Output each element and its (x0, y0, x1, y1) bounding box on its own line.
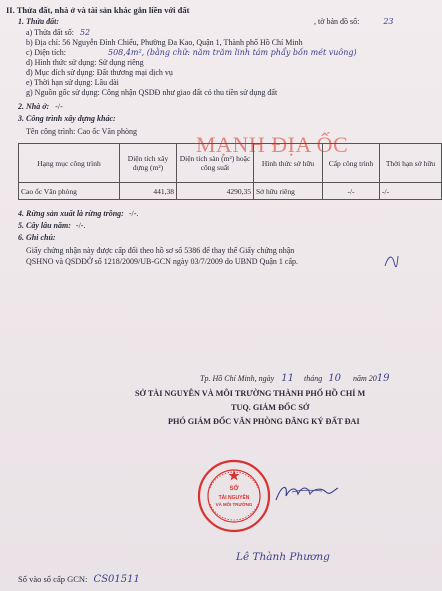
address-line: b) Địa chỉ: 56 Nguyễn Đình Chiểu, Phường Đa Kao, Quận 1, Thành phố Hồ Chí Minh (26, 38, 303, 47)
seal-text-line3: VÀ MÔI TRƯỜNG (215, 502, 253, 507)
note-line-2: QSHNO và QSDĐỞ số 1218/2009/UB-GCN ngày 03/7/2009 do UBND Quận 1 cấp. (26, 257, 298, 266)
table-row (19, 183, 442, 200)
usage-term-line: e) Thời hạn sử dụng: Lâu dài (26, 78, 119, 87)
seal-text-top: SỞ (229, 486, 239, 492)
official-seal-icon (196, 458, 272, 534)
table-cell: 441,38 (120, 183, 177, 200)
issuing-organization: SỞ TÀI NGUYÊN VÀ MÔI TRƯỜNG THÀNH PHỐ HỒ CHÍ M (135, 389, 366, 398)
registration-number: Số vào sổ cấp GCN: CS01511 (18, 574, 140, 585)
area-value: 508,4m², (bằng chữ: năm trăm linh tám phẩy bốn mét vuông) (107, 48, 357, 57)
area-line: c) Diện tích: 508,4m², (bằng chữ: năm trăm linh tám phẩy bốn mét vuông) (26, 48, 357, 57)
signature-icon (272, 478, 342, 508)
heading-land-plot: 1. Thửa đất: (18, 17, 60, 26)
table-header-cell: Thời hạn sở hữu (380, 144, 442, 183)
handwritten-mark-icon (383, 252, 399, 272)
table-cell: Cao ốc Văn phòng (19, 183, 120, 200)
issue-year: 19 (376, 373, 390, 384)
map-sheet-number: 23 (383, 17, 394, 26)
issue-date: Tp. Hồ Chí Minh, ngày 11 tháng 10 năm 2019 (200, 373, 390, 384)
registration-number-value: CS01511 (93, 574, 140, 585)
usage-form-line: d) Hình thức sử dụng: Sử dụng riêng (26, 58, 144, 67)
heading-house: 2. Nhà ở: -/- (18, 102, 63, 111)
note-line-1: Giấy chứng nhận này được cấp đổi theo hồ sơ số 5386 để thay thế Giấy chứng nhận (26, 246, 295, 255)
heading-notes: 6. Ghi chú: (18, 233, 56, 242)
section-title: II. Thửa đất, nhà ở và tài sản khác gắn liền với đất (6, 5, 190, 15)
usage-origin-line: g) Nguồn gốc sử dụng: Công nhận QSDĐ như giao đất có thu tiền sử dụng đất (26, 88, 278, 97)
seal-text-line2: TÀI NGUYÊN (218, 495, 250, 501)
issue-day: 11 (281, 373, 294, 384)
construction-table (18, 143, 442, 200)
table-header-cell: Cấp công trình (323, 144, 380, 183)
issue-month: 10 (328, 373, 341, 384)
table-header-cell: Diện tích xây dựng (m²) (120, 144, 177, 183)
table-cell: -/- (380, 183, 442, 200)
table-cell: 4290,35 (177, 183, 254, 200)
watermark-text: MẠNH ĐỊA ỐC (196, 132, 349, 157)
plot-number-label: a) Thửa đất số: 52 (26, 28, 91, 37)
construction-name: Tên công trình: Cao ốc Văn phòng (26, 127, 137, 136)
table-cell: -/- (323, 183, 380, 200)
heading-other-construction: 3. Công trình xây dựng khác: (18, 114, 116, 123)
signatory-name: Lê Thành Phương (236, 551, 330, 563)
plot-number: 52 (79, 28, 91, 37)
table-cell: Sở hữu riêng (254, 183, 323, 200)
heading-forest: 4. Rừng sản xuất là rừng trồng: -/-. (18, 209, 139, 218)
table-header-cell: Hạng mục công trình (19, 144, 120, 183)
signatory-role: PHÓ GIÁM ĐỐC VĂN PHÒNG ĐĂNG KÝ ĐẤT ĐAI (168, 417, 360, 426)
table-header-row (19, 144, 442, 183)
table-header-cell: Diện tích sàn (m²) hoặc công suất (177, 144, 254, 183)
map-sheet: , tờ bản đồ số: 23 (314, 17, 394, 26)
usage-purpose-line: đ) Mục đích sử dụng: Đất thương mại dịch vụ (26, 68, 173, 77)
table-header-cell: Hình thức sở hữu (254, 144, 323, 183)
heading-perennial: 5. Cây lâu năm: -/-. (18, 221, 86, 230)
signatory-tuq: TUQ. GIÁM ĐỐC SỞ (231, 403, 310, 412)
